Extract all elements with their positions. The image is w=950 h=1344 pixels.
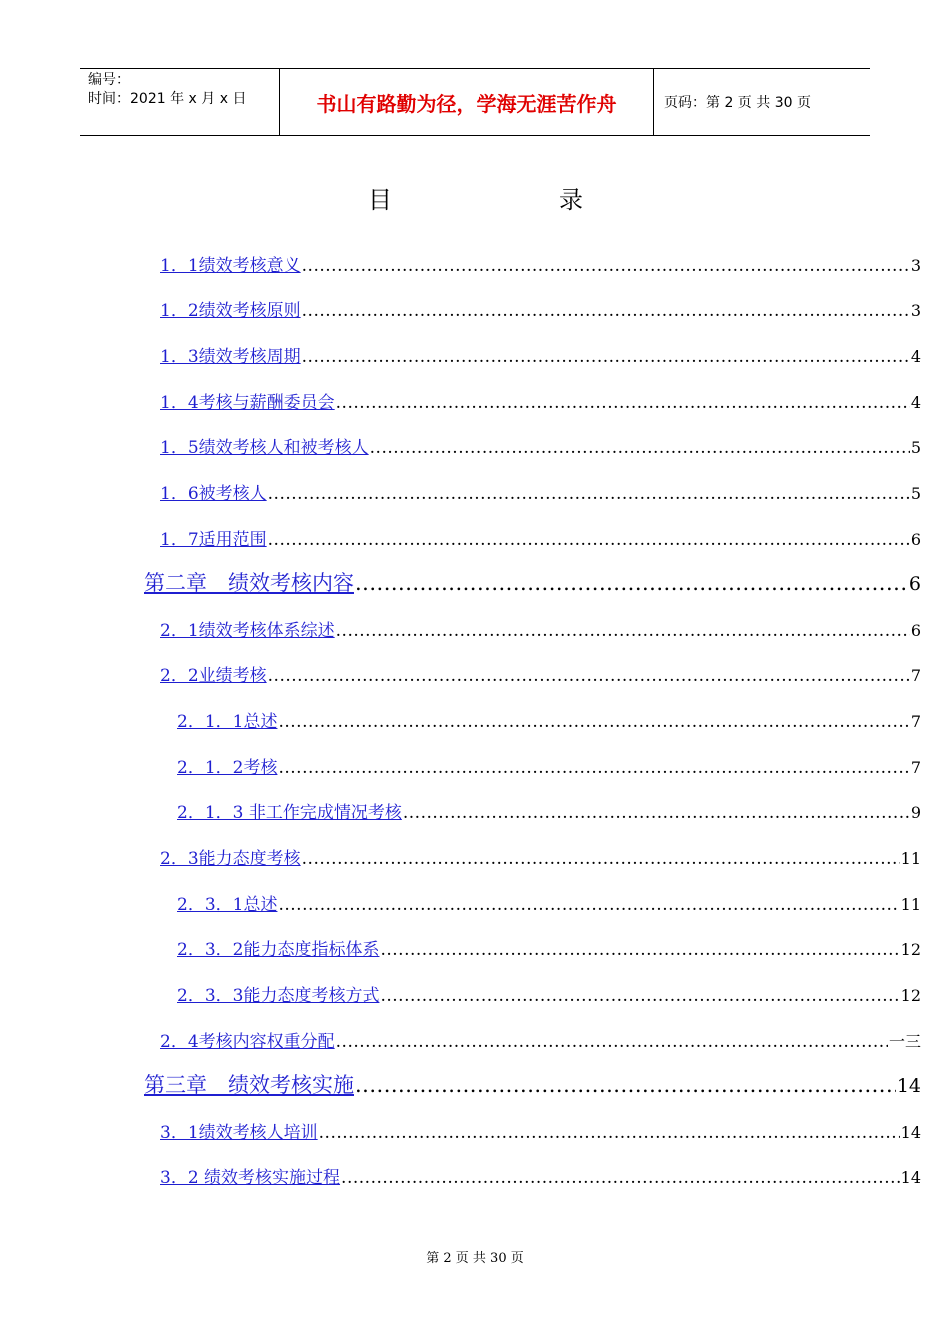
toc-chapter-entry[interactable]	[144, 1069, 921, 1099]
toc-entry[interactable]	[160, 1027, 921, 1052]
toc-entry[interactable]	[160, 388, 921, 413]
header-meta	[80, 69, 280, 135]
document-header	[80, 68, 870, 136]
page-footer: 第 2 页 共 30 页	[426, 1251, 524, 1266]
toc-entry[interactable]	[177, 981, 921, 1006]
toc-entry-label[interactable]: 3．1绩效考核人培训	[160, 1123, 318, 1143]
toc-entry-page: 11	[900, 849, 921, 868]
time-label: 时间：2021 年 x 月 x 日	[88, 91, 247, 107]
toc-entry-page: 14	[900, 1168, 921, 1187]
toc-title	[0, 180, 950, 214]
toc-entry-label[interactable]: 2．1．1总述	[177, 712, 278, 732]
toc-entry-label[interactable]: 3．2 绩效考核实施过程	[160, 1168, 341, 1188]
toc-entry[interactable]	[160, 1118, 921, 1143]
toc-entry[interactable]	[160, 342, 921, 367]
toc-entry-label[interactable]: 2．3能力态度考核	[160, 849, 301, 869]
toc-title-char-1: 目	[368, 186, 392, 214]
toc-entry-label[interactable]: 1．1绩效考核意义	[160, 256, 301, 276]
toc-entry-page: 12	[900, 940, 921, 959]
toc-entry-label[interactable]: 2．3．3能力态度考核方式	[177, 986, 380, 1006]
toc-entry[interactable]	[160, 616, 921, 641]
toc-entry-page: 3	[910, 256, 921, 275]
toc-entry[interactable]	[177, 935, 921, 960]
toc-entry[interactable]	[160, 479, 921, 504]
toc-entry[interactable]	[160, 525, 921, 550]
toc-entry-label[interactable]: 2．4考核内容权重分配	[160, 1032, 335, 1052]
toc-entry-label[interactable]: 2．3．2能力态度指标体系	[177, 940, 380, 960]
toc-entry-page: 3	[910, 301, 921, 320]
toc-entry-page: 14	[896, 1075, 921, 1097]
toc-entry-label[interactable]: 1．6被考核人	[160, 484, 267, 504]
toc-entry-label[interactable]: 1．2绩效考核原则	[160, 301, 301, 321]
toc-entry-label[interactable]: 1．7适用范围	[160, 530, 267, 550]
toc-chapter-entry[interactable]	[144, 567, 921, 597]
toc-entry-page: 7	[910, 666, 921, 685]
toc-entry-page: 9	[910, 803, 921, 822]
toc-entry-page: 6	[910, 530, 921, 549]
header-motto: 书山有路勤为径，学海无涯苦作舟	[280, 69, 654, 135]
toc-entry-page: 14	[900, 1123, 921, 1142]
toc-entry-page: 4	[910, 347, 921, 366]
toc-entry-page: 一三	[888, 1032, 921, 1051]
toc-entry[interactable]	[160, 1163, 921, 1188]
toc-entry-page: 12	[900, 986, 921, 1005]
toc-entry-label[interactable]: 第二章 绩效考核内容	[144, 571, 354, 595]
toc-entry-label[interactable]: 2．1．2考核	[177, 758, 278, 778]
toc-entry-page: 7	[910, 758, 921, 777]
number-label: 编号：	[88, 72, 130, 88]
toc-entry-page: 6	[910, 621, 921, 640]
toc-entry[interactable]	[177, 890, 921, 915]
toc-entry-label[interactable]: 2．1．3 非工作完成情况考核	[177, 803, 402, 823]
toc-entry-page: 6	[908, 573, 921, 595]
toc-entry-label[interactable]: 1．3绩效考核周期	[160, 347, 301, 367]
toc-entry-page: 5	[910, 484, 921, 503]
toc-entry[interactable]	[160, 433, 921, 458]
toc-title-char-2: 录	[559, 186, 583, 214]
toc-entry[interactable]	[160, 296, 921, 321]
toc-entry-label[interactable]: 2．3．1总述	[177, 895, 278, 915]
toc-entry[interactable]	[177, 707, 921, 732]
toc-entry-label[interactable]: 1．4考核与薪酬委员会	[160, 393, 335, 413]
toc-entry-label[interactable]: 第三章 绩效考核实施	[144, 1073, 354, 1097]
toc-entry[interactable]	[160, 251, 921, 276]
toc-entry-page: 11	[900, 895, 921, 914]
toc-entry[interactable]	[177, 753, 921, 778]
toc-entry[interactable]	[177, 798, 921, 823]
toc-entry-label[interactable]: 2．1绩效考核体系综述	[160, 621, 335, 641]
toc-entry[interactable]	[160, 844, 921, 869]
toc-entry-label[interactable]: 1．5绩效考核人和被考核人	[160, 438, 369, 458]
toc-entry[interactable]	[160, 661, 921, 686]
toc-entry-page: 5	[910, 438, 921, 457]
header-page-info: 页码：第 2 页 共 30 页	[664, 95, 811, 111]
toc-entry-label[interactable]: 2．2业绩考核	[160, 666, 267, 686]
toc-entry-page: 4	[910, 393, 921, 412]
toc-entry-page: 7	[910, 712, 921, 731]
